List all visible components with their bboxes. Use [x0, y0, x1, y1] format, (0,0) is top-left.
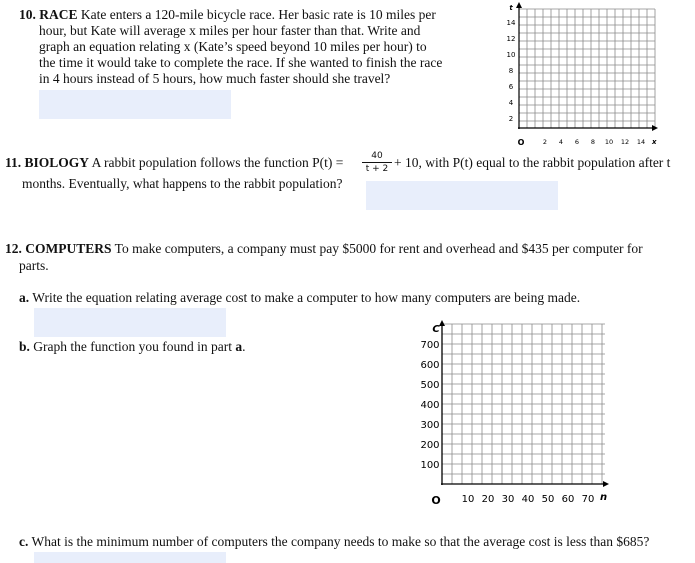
problem-12-line-2: parts. — [19, 258, 49, 273]
problem-10-y-label: t — [509, 4, 513, 12]
problem-10-line-4: the time it would take to complete the race. If she wanted to finish the race — [39, 55, 443, 70]
problem-12-x-tick: 10 — [461, 494, 475, 505]
problem-11-text-after: + 10, with P(t) equal to the rabbit population after t — [394, 155, 671, 170]
problem-10-y-tick: 6 — [508, 83, 514, 91]
problem-12-heading — [5, 241, 643, 257]
problem-11-fraction-denominator: t + 2 — [365, 164, 389, 174]
problem-10-title: RACE — [39, 7, 78, 22]
problem-12-origin-label: O — [431, 494, 441, 507]
problem-12-x-tick: 40 — [521, 494, 535, 505]
problem-12-part-b — [19, 339, 245, 355]
problem-12-line-1: To make computers, a company must pay $5000 for rent and overhead and $435 per computer for — [114, 241, 643, 256]
problem-11-fraction — [362, 151, 392, 174]
problem-10-grid — [519, 9, 655, 128]
problem-12-part-a — [19, 290, 580, 306]
problem-12-x-tick: 50 — [541, 494, 555, 505]
problem-11-fraction-numerator: 40 — [371, 151, 383, 161]
problem-10-line-5: in 4 hours instead of 5 hours, how much faster should she travel? — [39, 71, 391, 86]
problem-10-y-tick: 8 — [508, 67, 514, 75]
problem-12-number: 12. — [5, 241, 22, 256]
problem-12-y-tick: 300 — [420, 420, 440, 431]
problem-12-y-tick: 400 — [420, 400, 440, 411]
problem-12-y-tick: 600 — [420, 360, 440, 371]
problem-10-x-tick: 6 — [574, 138, 580, 146]
problem-12-part-c — [19, 534, 649, 550]
problem-12-x-arrow — [603, 481, 609, 487]
problem-11-answer-box[interactable] — [366, 181, 558, 210]
problem-11-heading — [5, 155, 343, 171]
problem-10-x-tick: 10 — [604, 138, 614, 146]
problem-12-part-c-text: What is the minimum number of computers the company needs to make so that the average cost is less than $685? — [31, 534, 650, 549]
problem-12-x-tick: 20 — [481, 494, 495, 505]
problem-12-y-tick: 100 — [420, 460, 440, 471]
problem-11-number: 11. — [5, 155, 22, 170]
problem-10-origin-label: O — [517, 138, 525, 147]
problem-12-part-b-text: Graph the function you found in part — [33, 339, 232, 354]
problem-12-x-tick: 30 — [501, 494, 515, 505]
problem-10-x-label: x — [652, 138, 657, 146]
problem-12-part-a-text: Write the equation relating average cost to make a computer to how many computers are being made. — [32, 290, 581, 305]
problem-12-title: COMPUTERS — [25, 241, 112, 256]
problem-10-x-tick: 14 — [636, 138, 646, 146]
problem-10-x-tick: 2 — [542, 138, 548, 146]
problem-12-graph — [412, 318, 622, 508]
problem-12-grid — [442, 324, 605, 484]
problem-10-line-3: graph an equation relating x (Kate’s speed beyond 10 miles per hour) to — [39, 39, 427, 54]
problem-10-y-tick: 12 — [506, 35, 516, 43]
problem-10-x-tick: 4 — [558, 138, 564, 146]
problem-10-line-1: Kate enters a 120-mile bicycle race. Her basic rate is 10 miles per — [80, 7, 436, 22]
problem-12-y-tick: 200 — [420, 440, 440, 451]
problem-12-part-a-answer-box[interactable] — [34, 308, 226, 337]
problem-11-line-2: months. Eventually, what happens to the rabbit population? — [22, 176, 343, 191]
problem-10-y-tick: 4 — [508, 99, 514, 107]
problem-10-line-2: hour, but Kate will average x miles per hour faster than that. Write and — [39, 23, 421, 38]
problem-12-x-label: n — [600, 492, 608, 503]
problem-12-y-tick: 500 — [420, 380, 440, 391]
problem-11-text-before: A rabbit population follows the function P(t) = — [91, 155, 344, 170]
problem-10-number: 10. — [19, 7, 36, 22]
problem-10-x-tick: 8 — [590, 138, 596, 146]
problem-10-heading — [19, 7, 436, 23]
problem-10-answer-box[interactable] — [39, 90, 231, 119]
problem-10-x-tick: 12 — [620, 138, 630, 146]
problem-11-title: BIOLOGY — [24, 155, 90, 170]
problem-12-y-label: C — [432, 324, 440, 335]
problem-10-y-arrow — [516, 2, 522, 8]
problem-10-y-tick: 2 — [508, 115, 514, 123]
problem-11-fraction-bar — [362, 162, 392, 163]
problem-12-part-c-answer-box[interactable] — [34, 552, 226, 563]
problem-12-x-tick: 70 — [581, 494, 595, 505]
problem-12-part-b-end: . — [242, 339, 246, 354]
problem-12-part-b-ref: a — [235, 339, 243, 354]
problem-12-part-c-label: c. — [19, 534, 29, 549]
problem-10-graph — [505, 2, 665, 148]
problem-12-x-tick: 60 — [561, 494, 575, 505]
problem-12-part-a-label: a. — [19, 290, 30, 305]
problem-10-y-tick: 10 — [506, 51, 516, 59]
problem-12-y-arrow — [439, 320, 445, 326]
problem-10-y-tick: 14 — [506, 19, 516, 27]
problem-12-y-tick: 700 — [420, 340, 440, 351]
problem-12-part-b-label: b. — [19, 339, 30, 354]
